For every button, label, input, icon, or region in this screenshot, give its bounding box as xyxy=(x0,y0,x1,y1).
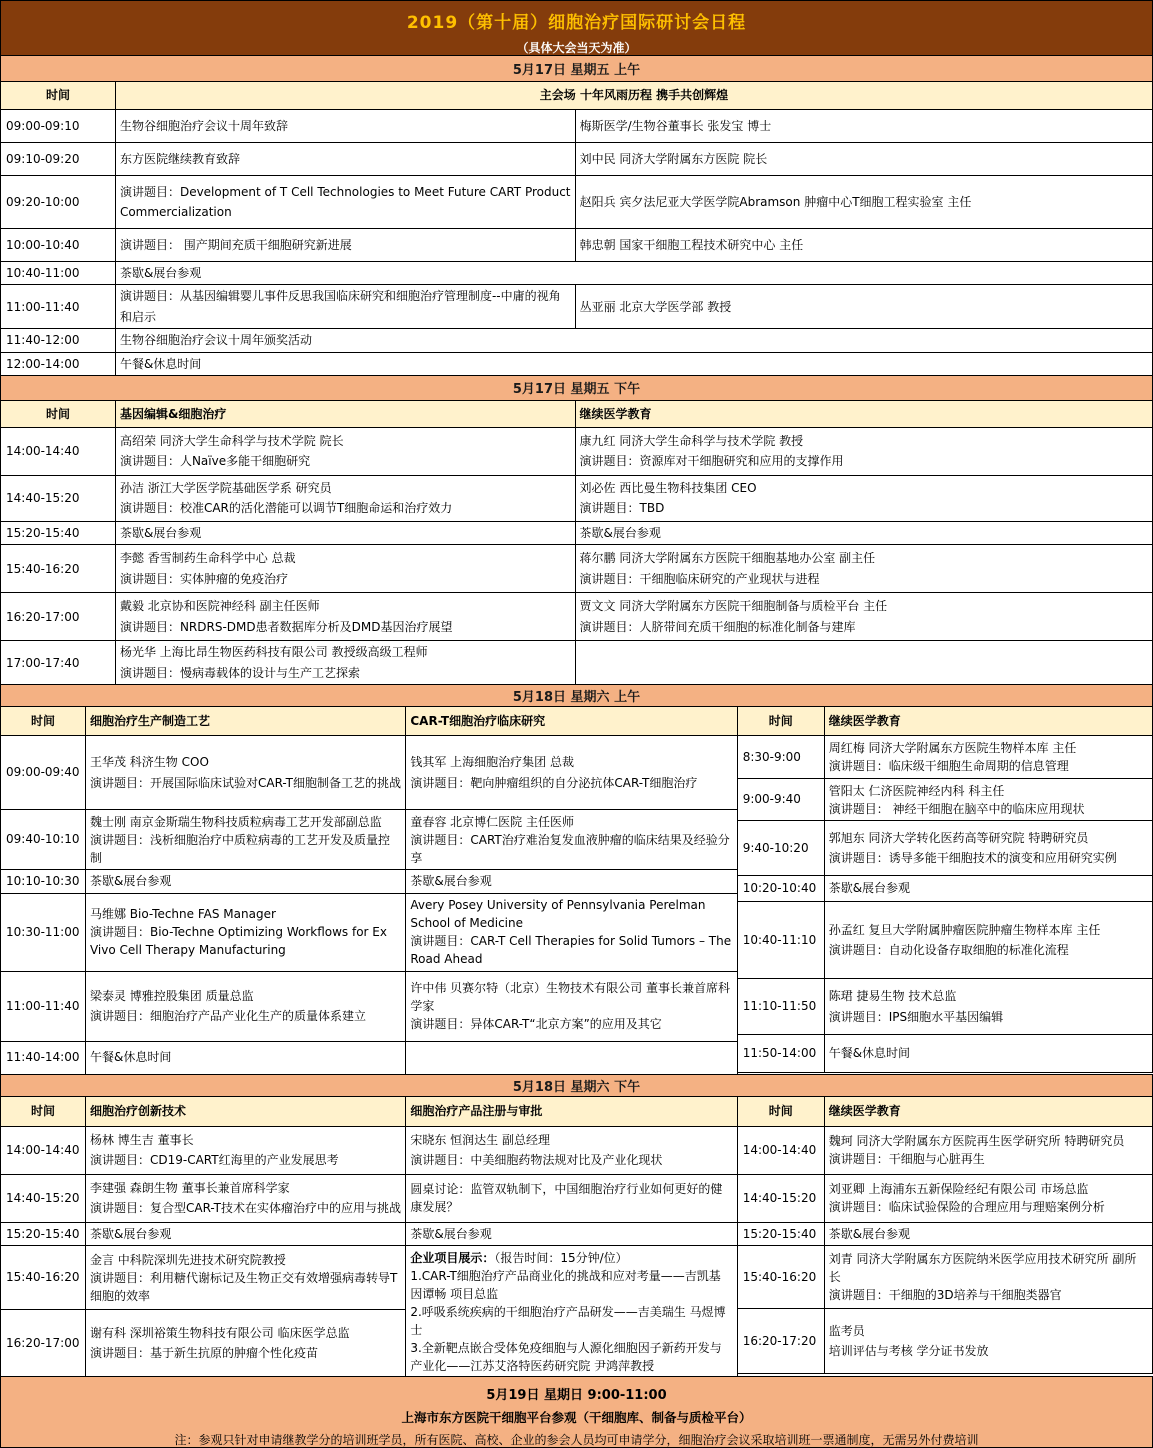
footer-note: 注：参观只针对申请继教学分的培训班学员，所有医院、高校、企业的参会人员均可申请学分，细胞治疗会议采取培训班一票通制度，无需另外付费培训 xyxy=(174,1432,979,1447)
speaker-line: 孙孟红 复旦大学附属肿瘤医院肿瘤生物样本库 主任 xyxy=(828,922,1101,937)
table-may17-am xyxy=(0,81,1153,376)
col-header-main-hall: 主会场 十年风雨历程 携手共创辉煌 xyxy=(115,82,1152,110)
time-cell: 15:40-16:20 xyxy=(1,1245,86,1309)
col-header-manufacturing: 细胞治疗生产制造工艺 xyxy=(85,707,405,736)
time-cell: 11:00-11:40 xyxy=(1,971,86,1041)
time-cell: 10:30-11:00 xyxy=(1,893,86,971)
time-cell: 10:40-11:10 xyxy=(737,902,824,979)
break-cell: 茶歇&展台参观 xyxy=(824,1222,1152,1245)
section-band-may17-pm: 5月17日 星期五 下午 xyxy=(0,375,1153,401)
column-header-row xyxy=(1,707,738,736)
time-cell: 11:40-12:00 xyxy=(1,329,116,352)
speaker-line: 贾文文 同济大学附属东方医院干细胞制备与质检平台 主任 xyxy=(579,599,888,614)
table-row xyxy=(737,779,1152,821)
table-row xyxy=(737,736,1152,779)
may18-pm-tables xyxy=(0,1097,1153,1377)
time-cell: 09:40-10:10 xyxy=(1,810,86,870)
session-cell xyxy=(824,979,1152,1035)
lunch-cell: 午餐&休息时间 xyxy=(85,1041,405,1074)
company-showcase-cell xyxy=(406,1245,737,1376)
speaker-line: 谢有科 深圳裕策生物科技有限公司 临床医学总监 xyxy=(89,1325,350,1340)
table-may18-am-cme xyxy=(737,706,1153,1073)
col-header-innovation: 细胞治疗创新技术 xyxy=(85,1096,405,1126)
time-cell: 15:20-15:40 xyxy=(1,521,116,544)
session-cell xyxy=(824,1245,1152,1308)
time-cell: 14:00-14:40 xyxy=(1,1126,86,1174)
col-header-time: 时间 xyxy=(737,707,824,736)
table-row xyxy=(1,229,1153,262)
column-header-row xyxy=(1,400,1153,427)
session-cell xyxy=(824,1174,1152,1222)
table-row xyxy=(1,1222,738,1245)
table-row xyxy=(1,870,738,893)
table-row xyxy=(737,1308,1152,1373)
time-cell: 15:20-15:40 xyxy=(1,1222,86,1245)
col-header-time: 时间 xyxy=(1,707,86,736)
session-cell xyxy=(85,1245,405,1309)
table-row xyxy=(1,971,738,1041)
topic-line: 演讲题目：干细胞临床研究的产业现状与进程 xyxy=(579,571,820,586)
speaker-line: 刘必佐 西比曼生物科技集团 CEO xyxy=(579,481,757,496)
speaker-line: 李懿 香雪制药生命科学中心 总裁 xyxy=(119,551,296,566)
topic-line: 演讲题目：人脐带间充质干细胞的标准化制备与建库 xyxy=(579,619,856,634)
table-row xyxy=(1,641,1153,685)
time-cell: 11:10-11:50 xyxy=(737,979,824,1035)
table-row xyxy=(1,262,1153,285)
session-cell xyxy=(115,593,575,641)
col-header-cme: 继续医学教育 xyxy=(824,1096,1152,1126)
award-ceremony-cell: 生物谷细胞治疗会议十周年颁奖活动 xyxy=(115,329,1152,352)
session-cell xyxy=(406,1126,737,1174)
speaker-line: 高绍荣 同济大学生命科学与技术学院 院长 xyxy=(119,434,344,449)
session-cell: 演讲题目： 围产期间充质干细胞研究新进展 xyxy=(115,229,575,262)
time-cell: 9:40-10:20 xyxy=(737,821,824,876)
topic-line: 演讲题目：校准CAR的活化潜能可以调节T细胞命运和治疗效力 xyxy=(119,501,453,516)
topic-line: 演讲题目：IPS细胞水平基因编辑 xyxy=(828,1009,1004,1024)
time-cell: 16:20-17:00 xyxy=(1,1310,86,1377)
speaker-line: 孙洁 浙江大学医学院基础医学系 研究员 xyxy=(119,481,332,496)
topic-line: 演讲题目：Bio-Techne Optimizing Workflows for Ex Vivo Cell Therapy Manufacturing xyxy=(89,925,387,958)
table-row xyxy=(1,176,1153,229)
footer-band-may19 xyxy=(0,1376,1153,1448)
time-cell: 09:20-10:00 xyxy=(1,176,116,229)
time-cell: 16:20-17:00 xyxy=(1,593,116,641)
col-header-time: 时间 xyxy=(1,1096,86,1126)
topic-line: 演讲题目：基于新生抗原的肿瘤个性化疫苗 xyxy=(89,1346,318,1361)
time-cell: 8:30-9:00 xyxy=(737,736,824,779)
table-row xyxy=(737,1035,1152,1073)
session-cell xyxy=(85,1126,405,1174)
speaker-line: Avery Posey University of Pennsylvania Perelman School of Medicine xyxy=(410,898,706,931)
table-row xyxy=(1,521,1153,544)
topic-line: 演讲题目：实体肿瘤的免疫治疗 xyxy=(119,571,288,586)
speaker-line: 许中伟 贝赛尔特（北京）生物技术有限公司 董事长兼首席科学家 xyxy=(410,981,730,1014)
session-cell xyxy=(824,1126,1152,1174)
assessment-line: 培训评估与考核 学分证书发放 xyxy=(828,1343,989,1358)
speaker-line: 管阳太 仁济医院神经内科 科主任 xyxy=(828,783,1005,798)
showcase-note: （报告时间：15分钟/位） xyxy=(494,1250,628,1265)
table-row xyxy=(737,979,1152,1035)
speaker-line: 刘亚卿 上海浦东五新保险经纪有限公司 市场总监 xyxy=(828,1182,1089,1197)
session-cell xyxy=(85,1174,405,1222)
time-cell: 14:40-15:20 xyxy=(1,475,116,521)
section-band-may18-am: 5月18日 星期六 上午 xyxy=(0,684,1153,707)
session-cell xyxy=(115,641,575,685)
column-header-row xyxy=(1,82,1153,110)
time-cell: 14:40-15:20 xyxy=(737,1174,824,1222)
table-row xyxy=(737,1174,1152,1222)
time-cell: 14:00-14:40 xyxy=(737,1126,824,1174)
time-cell: 16:20-17:20 xyxy=(737,1308,824,1373)
speaker-line: 王华茂 科济生物 COO xyxy=(89,755,209,770)
table-row xyxy=(1,810,738,870)
topic-line: 演讲题目：中美细胞药物法规对比及产业化现状 xyxy=(410,1153,663,1168)
speaker-line: 李建强 森朗生物 董事长兼首席科学家 xyxy=(89,1180,290,1195)
lunch-cell: 午餐&休息时间 xyxy=(824,1035,1152,1073)
column-header-row xyxy=(737,1096,1152,1126)
topic-line: 演讲题目：复合型CAR-T技术在实体瘤治疗中的应用与挑战 xyxy=(89,1201,401,1216)
table-row xyxy=(1,1126,738,1174)
table-row xyxy=(1,1245,738,1309)
may18-am-tables xyxy=(0,707,1153,1074)
time-cell: 10:00-10:40 xyxy=(1,229,116,262)
empty-cell xyxy=(406,1041,737,1074)
title-bar xyxy=(0,0,1153,56)
showcase-lead: 企业项目展示： xyxy=(410,1250,495,1265)
speaker-line: 梁泰灵 博雅控股集团 质量总监 xyxy=(89,988,254,1003)
table-row xyxy=(1,1041,738,1074)
section-band-may17-am: 5月17日 星期五 上午 xyxy=(0,55,1153,82)
time-cell: 10:40-11:00 xyxy=(1,262,116,285)
time-cell: 09:10-09:20 xyxy=(1,143,116,176)
topic-line: 演讲题目：利用糖代谢标记及生物正交有效增强病毒转导T细胞的效率 xyxy=(89,1270,398,1303)
table-row xyxy=(1,427,1153,475)
col-header-cart-clinical: CAR-T细胞治疗临床研究 xyxy=(406,707,737,736)
showcase-item: 1.CAR-T细胞治疗产品商业化的挑战和应对考量——吉凯基因谭畅 项目总监 xyxy=(410,1268,721,1301)
empty-cell xyxy=(575,641,1152,685)
session-cell xyxy=(115,427,575,475)
break-cell: 茶歇&展台参观 xyxy=(115,521,575,544)
time-cell: 10:20-10:40 xyxy=(737,876,824,902)
break-cell: 茶歇&展台参观 xyxy=(85,1222,405,1245)
session-cell xyxy=(824,779,1152,821)
session-cell xyxy=(575,475,1152,521)
time-cell: 09:00-09:40 xyxy=(1,736,86,810)
speaker-cell: 丛亚丽 北京大学医学部 教授 xyxy=(575,285,1152,329)
page-subtitle: （具体大会当天为准） xyxy=(516,41,637,55)
proctor-line: 监考员 xyxy=(828,1323,865,1338)
speaker-line: 钱其军 上海细胞治疗集团 总裁 xyxy=(410,755,574,770)
topic-line: 演讲题目： 神经干细胞在脑卒中的临床应用现状 xyxy=(828,801,1085,816)
session-cell xyxy=(824,736,1152,779)
speaker-line: 马维娜 Bio-Techne FAS Manager xyxy=(89,907,276,922)
time-cell: 12:00-14:00 xyxy=(1,352,116,375)
topic-line: 演讲题目：异体CAR-T“北京方案”的应用及其它 xyxy=(410,1017,662,1032)
table-may17-pm xyxy=(0,400,1153,685)
break-cell: 茶歇&展台参观 xyxy=(406,1222,737,1245)
topic-line: 演讲题目：CD19-CART红海里的产业发展思考 xyxy=(89,1153,339,1168)
table-row xyxy=(737,1245,1152,1308)
table-row xyxy=(737,1222,1152,1245)
table-row xyxy=(737,821,1152,876)
table-row xyxy=(737,876,1152,902)
session-cell xyxy=(824,821,1152,876)
roundtable-cell: 圆桌讨论：监管双轨制下，中国细胞治疗行业如何更好的健康发展？ xyxy=(406,1174,737,1222)
session-cell: 东方医院继续教育致辞 xyxy=(115,143,575,176)
topic-line: 演讲题目：浅析细胞治疗中质粒病毒的工艺开发及质量控制 xyxy=(89,832,390,865)
topic-line: 演讲题目：干细胞的3D培养与干细胞类器官 xyxy=(828,1287,1062,1302)
topic-line: 演讲题目：诱导多能干细胞技术的演变和应用研究实例 xyxy=(828,851,1117,866)
session-cell xyxy=(824,902,1152,979)
topic-line: 演讲题目：资源库对干细胞研究和应用的支撑作用 xyxy=(579,454,844,469)
time-cell: 11:00-11:40 xyxy=(1,285,116,329)
session-cell xyxy=(85,810,405,870)
session-cell xyxy=(85,971,405,1041)
session-cell xyxy=(406,971,737,1041)
session-cell: 生物谷细胞治疗会议十周年致辞 xyxy=(115,110,575,143)
showcase-item: 2.呼吸系统疾病的干细胞治疗产品研发——吉美瑞生 马煜博士 xyxy=(410,1304,726,1337)
time-cell: 9:00-9:40 xyxy=(737,779,824,821)
topic-line: 演讲题目：TBD xyxy=(579,501,665,516)
table-row xyxy=(1,593,1153,641)
table-row xyxy=(1,736,738,810)
topic-line: 演讲题目：慢病毒载体的设计与生产工艺探索 xyxy=(119,665,360,680)
time-cell: 11:50-14:00 xyxy=(737,1035,824,1073)
topic-line: 演讲题目：临床试验保险的合理应用与理赔案例分析 xyxy=(828,1200,1105,1215)
topic-line: 演讲题目：细胞治疗产品产业化生产的质量体系建立 xyxy=(89,1009,366,1024)
speaker-cell: 刘中民 同济大学附属东方医院 院长 xyxy=(575,143,1152,176)
col-header-time: 时间 xyxy=(1,400,116,427)
topic-line: 演讲题目：临床级干细胞生命周期的信息管理 xyxy=(828,759,1069,774)
session-cell xyxy=(575,427,1152,475)
break-cell: 茶歇&展台参观 xyxy=(85,870,405,893)
session-cell xyxy=(85,736,405,810)
col-header-gene-editing: 基因编辑&细胞治疗 xyxy=(115,400,575,427)
table-row xyxy=(1,329,1153,352)
column-header-row xyxy=(1,1096,738,1126)
table-row xyxy=(737,1126,1152,1174)
session-cell: 演讲题目：从基因编辑婴儿事件反思我国临床研究和细胞治疗管理制度--中庸的视角和启示 xyxy=(115,285,575,329)
session-cell xyxy=(85,893,405,971)
speaker-line: 杨林 博生吉 董事长 xyxy=(89,1132,194,1147)
section-band-may18-pm: 5月18日 星期六 下午 xyxy=(0,1074,1153,1097)
col-header-registration: 细胞治疗产品注册与审批 xyxy=(406,1096,737,1126)
time-cell: 14:00-14:40 xyxy=(1,427,116,475)
table-row xyxy=(1,110,1153,143)
speaker-line: 蒋尔鹏 同济大学附属东方医院干细胞基地办公室 副主任 xyxy=(579,551,876,566)
table-row xyxy=(1,893,738,971)
column-header-row xyxy=(737,707,1152,736)
break-cell: 茶歇&展台参观 xyxy=(406,870,737,893)
footer-date: 5月19日 星期日 9:00-11:00 xyxy=(486,1387,667,1403)
session-cell xyxy=(406,810,737,870)
speaker-cell: 梅斯医学/生物谷董事长 张发宝 博士 xyxy=(575,110,1152,143)
topic-line: 演讲题目：自动化设备存取细胞的标准化流程 xyxy=(828,943,1069,958)
showcase-header-line xyxy=(410,1249,732,1267)
speaker-line: 陈珺 捷易生物 技术总监 xyxy=(828,989,957,1004)
col-header-cme: 继续医学教育 xyxy=(824,707,1152,736)
session-cell xyxy=(406,736,737,810)
table-may18-pm-main xyxy=(0,1096,738,1377)
speaker-cell: 赵阳兵 宾夕法尼亚大学医学院Abramson 肿瘤中心T细胞工程实验室 主任 xyxy=(575,176,1152,229)
speaker-line: 杨光华 上海比昂生物医药科技有限公司 教授级高级工程师 xyxy=(119,645,428,660)
speaker-line: 刘青 同济大学附属东方医院纳米医学应用技术研究所 副所长 xyxy=(828,1251,1137,1284)
col-header-cme: 继续医学教育 xyxy=(575,400,1152,427)
footer-visit-info: 上海市东方医院干细胞平台参观（干细胞库、制备与质检平台） xyxy=(401,1409,752,1425)
session-cell xyxy=(824,1308,1152,1373)
break-cell: 茶歇&展台参观 xyxy=(575,521,1152,544)
speaker-line: 魏士刚 南京金斯瑞生物科技质粒病毒工艺开发部副总监 xyxy=(89,814,382,829)
table-row xyxy=(1,475,1153,521)
speaker-line: 金言 中科院深圳先进技术研究院教授 xyxy=(89,1252,286,1267)
break-cell: 茶歇&展台参观 xyxy=(115,262,1152,285)
break-cell: 茶歇&展台参观 xyxy=(824,876,1152,902)
session-cell xyxy=(575,593,1152,641)
session-cell xyxy=(115,545,575,593)
topic-line: 演讲题目：开展国际临床试验对CAR-T细胞制备工艺的挑战 xyxy=(89,775,401,790)
session-cell: 演讲题目：Development of T Cell Technologies to Meet Future CART Product Commercialization xyxy=(115,176,575,229)
time-cell: 15:40-16:20 xyxy=(737,1245,824,1308)
table-row xyxy=(1,1174,738,1222)
speaker-line: 童春容 北京博仁医院 主任医师 xyxy=(410,814,574,829)
table-may18-pm-cme xyxy=(737,1096,1153,1374)
session-cell xyxy=(85,1310,405,1377)
topic-line: 演讲题目：人Naïve多能干细胞研究 xyxy=(119,454,311,469)
session-cell xyxy=(575,545,1152,593)
col-header-time: 时间 xyxy=(1,82,116,110)
time-cell: 10:10-10:30 xyxy=(1,870,86,893)
speaker-line: 周红梅 同济大学附属东方医院生物样本库 主任 xyxy=(828,741,1077,756)
table-row xyxy=(1,285,1153,329)
time-cell: 09:00-09:10 xyxy=(1,110,116,143)
time-cell: 17:00-17:40 xyxy=(1,641,116,685)
session-cell xyxy=(406,893,737,971)
time-cell: 11:40-14:00 xyxy=(1,1041,86,1074)
lunch-cell: 午餐&休息时间 xyxy=(115,352,1152,375)
topic-line: 演讲题目：CART治疗难治复发血液肿瘤的临床结果及经验分享 xyxy=(410,832,730,865)
topic-line: 演讲题目：CAR-T Cell Therapies for Solid Tumors – The Road Ahead xyxy=(410,934,732,967)
session-cell xyxy=(115,475,575,521)
time-cell: 15:20-15:40 xyxy=(737,1222,824,1245)
speaker-line: 魏珂 同济大学附属东方医院再生医学研究所 特聘研究员 xyxy=(828,1134,1125,1149)
speaker-line: 戴毅 北京协和医院神经科 副主任医师 xyxy=(119,599,320,614)
topic-line: 演讲题目：NRDRS-DMD患者数据库分析及DMD基因治疗展望 xyxy=(119,619,453,634)
col-header-time: 时间 xyxy=(737,1096,824,1126)
table-row xyxy=(1,143,1153,176)
speaker-line: 康九红 同济大学生命科学与技术学院 教授 xyxy=(579,434,804,449)
table-row xyxy=(1,545,1153,593)
showcase-item: 3.全新靶点嵌合受体免疫细胞与人源化细胞因子新药开发与产业化——江苏艾洛特医药研究院 尹鸿萍教授 xyxy=(410,1340,722,1373)
speaker-line: 郭旭东 同济大学转化医药高等研究院 特聘研究员 xyxy=(828,830,1089,845)
speaker-cell: 韩忠朝 国家干细胞工程技术研究中心 主任 xyxy=(575,229,1152,262)
time-cell: 14:40-15:20 xyxy=(1,1174,86,1222)
table-row xyxy=(1,352,1153,375)
page-title: 2019（第十届）细胞治疗国际研讨会日程 xyxy=(406,13,747,33)
table-may18-am-main xyxy=(0,706,738,1074)
table-row xyxy=(737,902,1152,979)
topic-line: 演讲题目：干细胞与心脏再生 xyxy=(828,1152,985,1167)
time-cell: 15:40-16:20 xyxy=(1,545,116,593)
topic-line: 演讲题目：靶向肿瘤组织的自分泌抗体CAR-T细胞治疗 xyxy=(410,775,698,790)
speaker-line: 宋晓东 恒润达生 副总经理 xyxy=(410,1132,550,1147)
